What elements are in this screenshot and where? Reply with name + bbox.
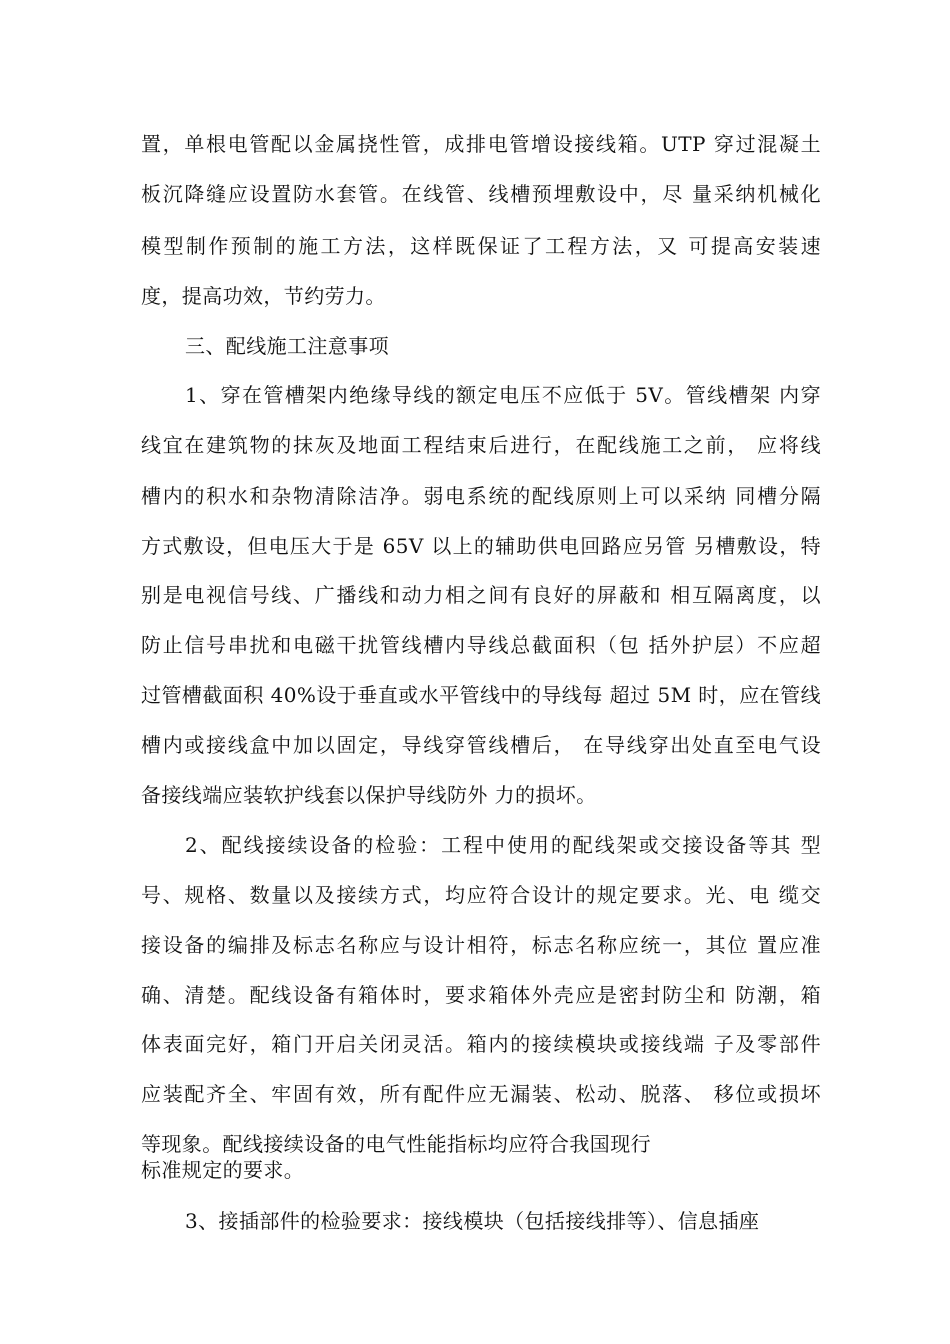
text-line: 线宜在建筑物的抹灰及地面工程结束后进行，在配线施工之前， 应将线 xyxy=(141,433,821,457)
text-line: 备接线端应装软护线套以保护导线防外 力的损坏。 xyxy=(141,783,597,807)
text-line: 槽内的积水和杂物清除洁净。弱电系统的配线原则上可以采纳 同槽分隔 xyxy=(141,484,821,508)
text-line: 槽内或接线盒中加以固定，导线穿管线槽后， 在导线穿出处直至电气设 xyxy=(141,733,821,757)
text-line: 应装配齐全、牢固有效，所有配件应无漏装、松动、脱落、 移位或损坏 xyxy=(141,1082,821,1106)
text-line: 3、接插部件的检验要求：接线模块（包括接线排等）、信息插座 xyxy=(185,1209,760,1233)
text-line: 确、清楚。配线设备有箱体时，要求箱体外壳应是密封防尘和 防潮，箱 xyxy=(141,983,821,1007)
text-line: 标准规定的要求。 xyxy=(141,1158,305,1182)
text-line: 等现象。配线接续设备的电气性能指标均应符合我国现行 xyxy=(141,1132,651,1156)
text-line: 过管槽截面积 40%设于垂直或水平管线中的导线每 超过 5M 时，应在管线 xyxy=(141,683,821,707)
section-heading: 三、配线施工注意事项 xyxy=(185,334,389,358)
text-line: 体表面完好，箱门开启关闭灵活。箱内的接续模块或接线端 子及零部件 xyxy=(141,1032,821,1056)
text-line: 防止信号串扰和电磁干扰管线槽内导线总截面积（包 括外护层）不应超 xyxy=(141,633,821,657)
text-line: 号、规格、数量以及接续方式，均应符合设计的规定要求。光、电 缆交 xyxy=(141,883,821,907)
text-line: 别是电视信号线、广播线和动力相之间有良好的屏蔽和 相互隔离度，以 xyxy=(141,583,821,607)
text-line: 方式敷设，但电压大于是 65V 以上的辅助供电回路应另管 另槽敷设，特 xyxy=(141,534,821,558)
text-line: 置，单根电管配以金属挠性管，成排电管增设接线箱。UTP 穿过混凝土 xyxy=(141,132,821,156)
text-line: 模型制作预制的施工方法，这样既保证了工程方法，又 可提高安装速 xyxy=(141,234,821,258)
text-line: 度，提高功效，节约劳力。 xyxy=(141,284,386,308)
text-line: 板沉降缝应设置防水套管。在线管、线槽预埋敷设中，尽 量采纳机械化 xyxy=(141,182,821,206)
text-line: 接设备的编排及标志名称应与设计相符，标志名称应统一，其位 置应准 xyxy=(141,933,821,957)
text-line: 1、穿在管槽架内绝缘导线的额定电压不应低于 5V。管线槽架 内穿 xyxy=(185,383,821,407)
text-line: 2、配线接续设备的检验：工程中使用的配线架或交接设备等其 型 xyxy=(185,833,821,857)
